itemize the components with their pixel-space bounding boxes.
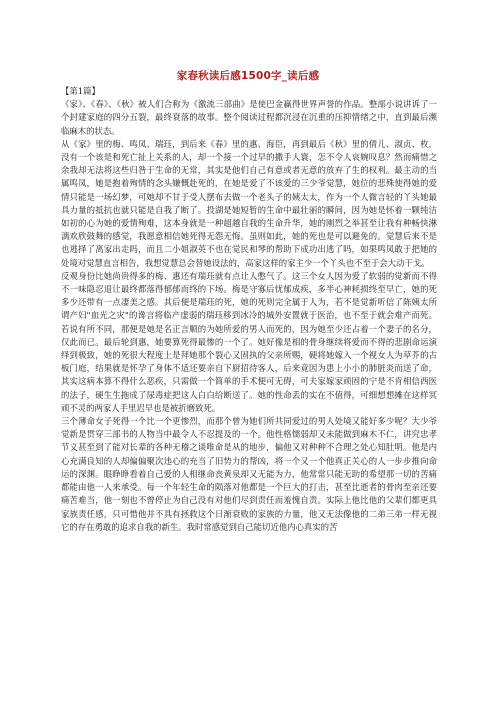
paragraph-2: 从《家》里的梅、鸣凤、瑞珏，到后来《春》里的惠、海臣，再到最后《秋》里的倩儿、淑贞、枚，没有一个该是和死亡扯上关系的人，却一个接一个过早的撒手人寰，怎不令人哀婉叹息？然而痛惜之余我却无法将这些归咎于生命的无常，其实是他们自己有意或者无意的放弃了生的权利。最主动的当属鸣凤，她是抱着殉情的念头嫌慨赴死的，在她是爱了不该爱的三少爷觉慧，她位的悲殊使得她的爱情只能是一场幻梦，可她却不甘于受人摆布去做一个老头子的姨太太，作为一个人微言轻的丫头她最具力量的抵抗也就只能是自我了断了。投湖是她短暂的生命中最壮丽的瞬间，因为她是怀着一颗纯洁如初的心为她的爱情殉难，这本身就是一种超越自我的生命升华，她的刚烈之举甚至让我有种畅快淋漓欢欣鼓舞的感觉，我愿意相信她死得无怨无悔。虽则如此，她的死也是可以避免的。觉慧后来不是也逃择了离家出走吗，而且二小姐淑英不也在觉民和琴的帮助下成功出逃了吗，如果鸣凤敢于把她的处境对觉慧直言相告，我想觉慧总会替她设法的，高家这样的家主少一个丫头也不至于会大动干戈。 [61, 138, 437, 268]
paragraph-4: 三个薄命女子死得一个比一个更惨烈，而那个曾为她们所共同爱过的男人处境又能好多少呢？大少爷觉新是贯穿三部书的人物当中最令人不忍提及的一个。他性格懦弱却又未能做到麻木不仁，讲究忠孝节义甚至到了能对长辈的各种无稽之谈唯命是从的地步，偏他又对种种不合理之处心知肚明。他是内心充满良知的人却偏偏聚次违心的充当了旧势力的帮凶，将一个又一个他真正关心的人一步步推向命运的深渊。眼睁睁看着自己爱的人相继命丧黄泉却又无能为力，他常常只能无助的希望那一切的苦痛都能由他一人来承受。每一个年轻生命的陨落对他都是一个巨大的打击，甚至比逝者的骨肉至亲还要痛苦难当，他一刻也不曾停止为自己没有对他们尽到责任而羞愧自责。实际上他比他的父辈们都更具家族责任感，只可惜他并不具有拯救这个日渐衰败的家族的力量，他又无法像他的二弟三弟一样无视它的存在勇敢的追求自我的新生。我时常感觉到自己能切近他内心真实的苦 [61, 416, 437, 532]
document-body [61, 84, 437, 534]
paragraph-1: 《家》、《春》、《秋》被人们合称为《激流三部曲》是使巴金赢得世界声誉的作品。整部小说讲诉了一个封建家庭的四分五裂，最终衰落的故事。整个阅读过程都沉浸在沉重的压抑情绪之中，直到最后濒临麻木的状态。 [61, 99, 437, 136]
document-title: 家春秋读后感1500字_读后感 [176, 70, 320, 82]
paragraph-3: 反观身份比她尚贵得多的梅、惠还有瑞珏就有点让人憋气了。这三个女人因为爱了软弱的觉新而不得不一味隐忍退让最终都落得郁郁而终的下场。梅是守寡后忧郁成疾，多半心神耗损终至早亡，她的死多少还带有一点凄美之感。其后便是瑞珏的死，她的死则完全属于人为，若不是觉新听信了陈姨太所谓产妇"血光之灾"的谗言将临产虚弱的瑞珏移到冰冷的城外安置就于医治，也不至于就会难产而死。若说有所不同，那便是她是名正言顺的为她所爱的男人而死的，因为她至少还占着一个妻子的名分，仅此而已。最后轮到惠，她要算死得最惨的一个了。她好像是相的骨身继续将爱而不得的悲剧命运演绎到极致，她的死很大程度上是拜她那个裂心又固执的父亲所赐，硬将她嫁入一个视女人为草芥的古板门庭，结果就是怀孕了身体不适还要亲自下厨招待客人，后来竟因为患上小小的肺脏炎而送了命，其实这病本算不得什么恶疾，只需做一个简单的手术便可无碍，可夫家嫁家顽固的宁是不肯相信西医的法子，硬生生拖成了尿毒症把这人白白给断送了。她的性命丢的实在不值得，可细想想摊在这样冥顽不灵的两家人手里迟早也是被折磨致死。 [61, 270, 437, 413]
section-heading: 【第1篇】 [61, 86, 100, 96]
